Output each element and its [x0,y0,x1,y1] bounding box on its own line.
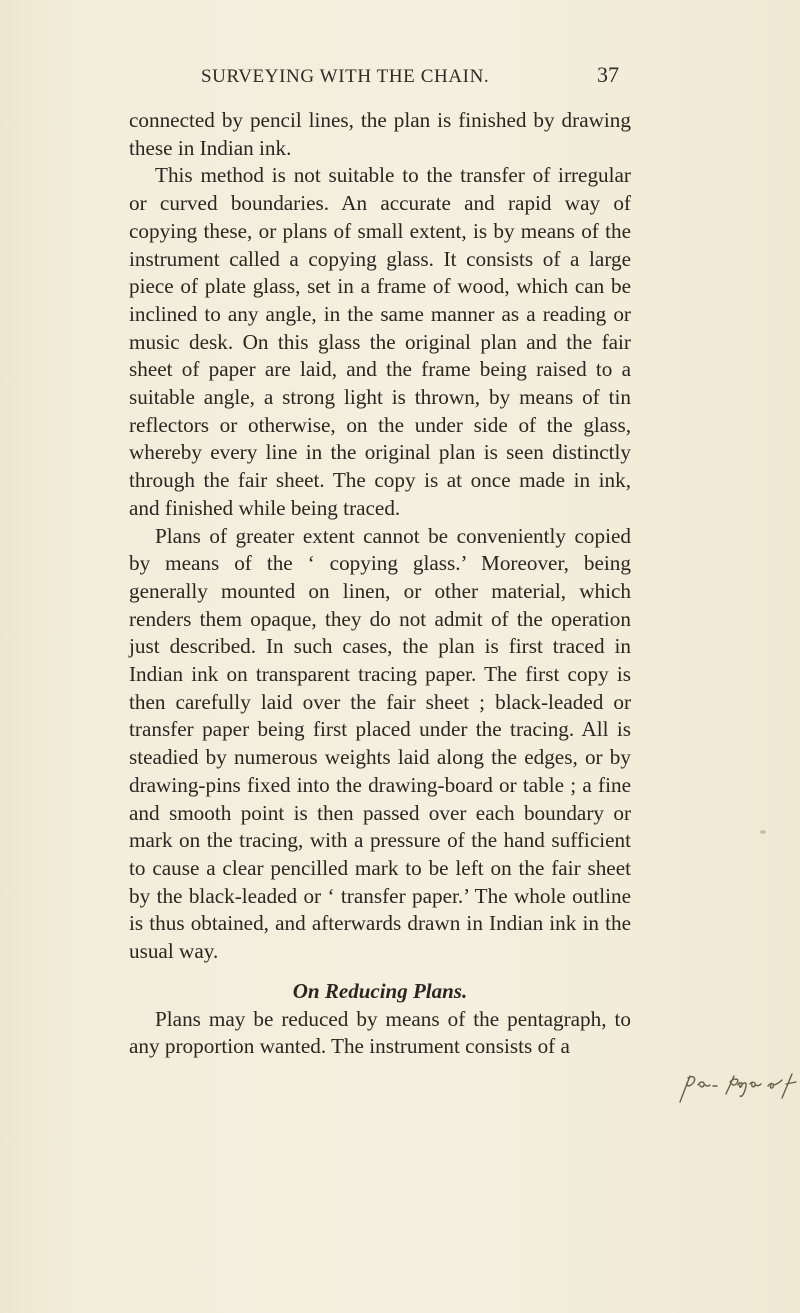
section-heading: On Reducing Plans. [292,978,468,1003]
running-head: SURVEYING WITH THE CHAIN. [201,66,490,87]
handwriting-scribble-icon [676,1068,800,1108]
paragraph-copying-glass: This method is not suitable to the transfer of irregular or curved boundaries. An accurate and rapid way of copying these, or plans of small extent, is by means of the instrument called a copying glass. It consists of a large piece of plate glass, set in a frame of wood, which can be inclined to any angle, in the same manner as a reading or music desk. On this glass the original plan and the fair sheet of paper are laid, and the frame being raised to a suitable angle, a strong light is thrown, by means of tin reflectors or otherwise, on the under side of the glass, whereby every line in the original plan is seen distinctly through the fair sheet. The copy is at once made in ink, and finished while being traced. [129,163,631,520]
paper-speck [760,830,766,834]
handwritten-margin-note [676,1068,800,1108]
paragraph-reducing-plans: Plans may be reduced by means of the pentagraph, to any proportion wanted. The instrument consists of a [129,1006,631,1059]
paragraph-tracing: Plans of greater extent cannot be conveniently copied by means of the ‘ copying glass.’ Moreover, being generally mounted on linen, or other material, which renders them opaque, they do not admit of the operation just described. In such cases, the plan is first traced in Indian ink on transparent tracing paper. The first copy is then carefully laid over the fair sheet ; black-leaded or transfer paper being first placed under the tracing. All is steadied by numerous weights laid along the edges, or by drawing-pins fixed into the drawing-board or table ; a fine and smooth point is then passed over each boundary or mark on the tracing, with a pressure of the hand sufficient to cause a clear pencilled mark to be left on the fair sheet by the black-leaded or ‘ transfer paper.’ The whole outline is thus obtained, and afterwards drawn in Indian ink in the usual way. [129,523,631,964]
page-number: 37 [597,62,619,87]
paragraph-continuation: connected by pencil lines, the plan is finished by drawing these in Indian ink. [129,108,631,160]
body-text [129,107,631,1061]
